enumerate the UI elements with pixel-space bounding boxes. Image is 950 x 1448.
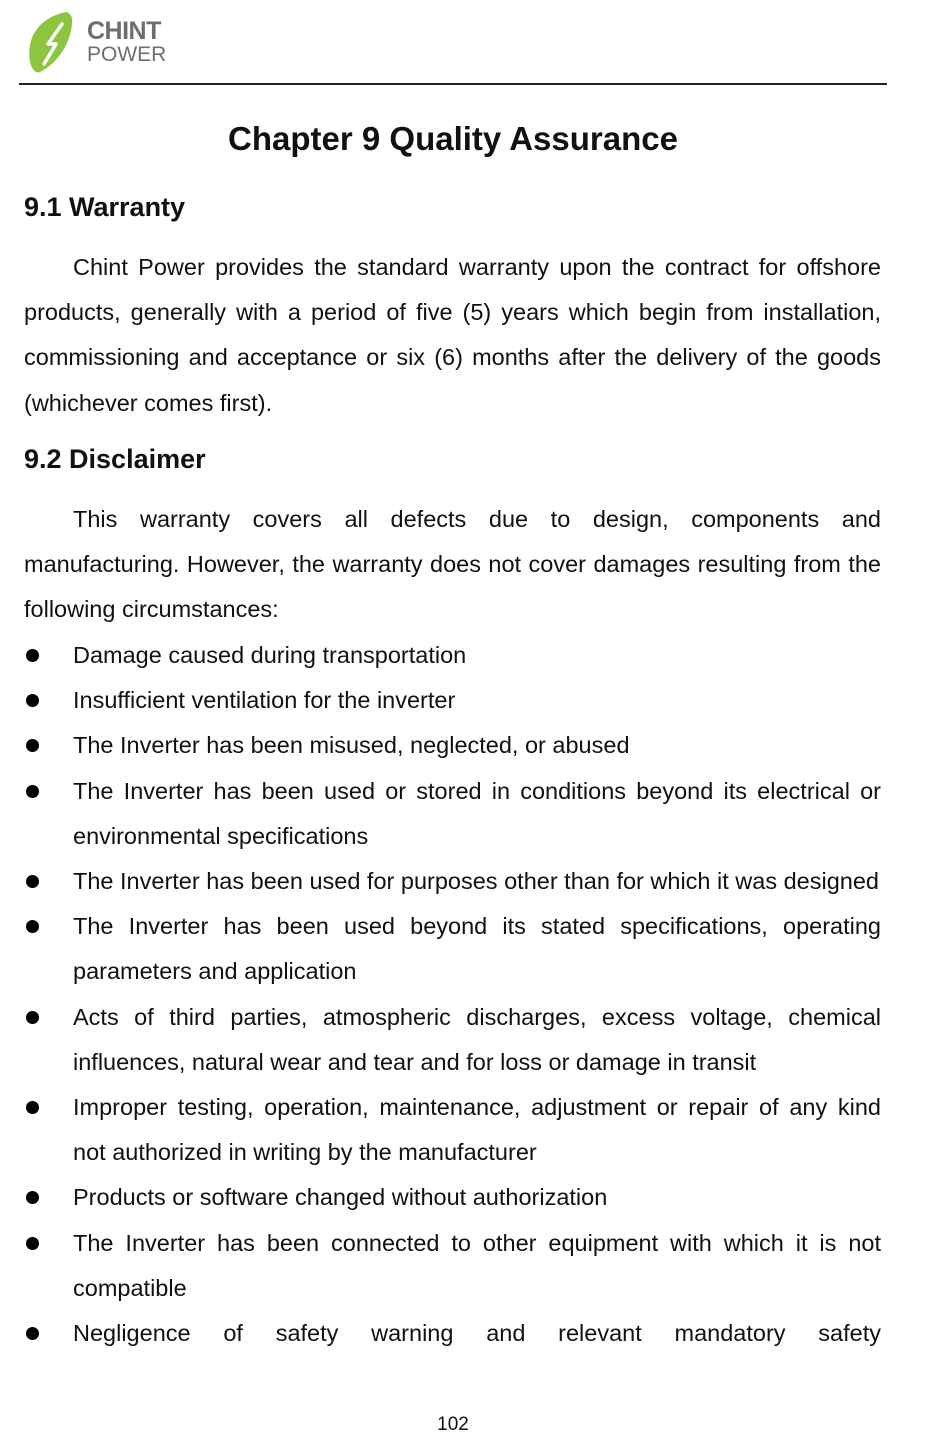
list-item-text: Acts of third parties, atmospheric discharges, excess voltage, chemical influences, natural wear and tear and for loss or damage in transit [73,1003,881,1075]
list-item-text: Products or software changed without authorization [73,1184,608,1211]
disclaimer-paragraph: This warranty covers all defects due to design, components and manufacturing. However, the warranty does not cover damages resulting from the following circumstances: [24,506,881,623]
logo-line1: CHINT [87,17,161,45]
leaf-icon [26,10,82,76]
list-item-text: The Inverter has been used beyond its stated specifications, operating parameters and application [73,913,881,985]
list-item-text: Improper testing, operation, maintenance, adjustment or repair of any kind not authorized in writing by the manufacturer [73,1094,881,1166]
logo-line2: POWER [87,43,167,66]
list-item [24,1085,881,1175]
page-number: 102 [437,1414,469,1435]
list-item-text: The Inverter has been used or stored in conditions beyond its electrical or environmental specifications [73,777,881,849]
bullet-icon [26,1237,39,1250]
bullet-icon [26,1011,39,1024]
list-item-text: The Inverter has been misused, neglected, or abused [73,732,630,759]
list-item [24,1221,881,1311]
bullet-icon [26,1191,39,1204]
bullet-icon [26,875,39,888]
disclaimer-list [24,633,881,1356]
bullet-icon [26,1101,39,1114]
bullet-icon [26,649,39,662]
list-item [24,904,881,994]
list-item-text: The Inverter has been connected to other equipment with which it is not compatible [73,1229,881,1301]
list-item [24,678,881,723]
bullet-icon [26,785,39,798]
list-item [24,1311,881,1356]
chint-power-logo [26,10,186,76]
bullet-icon [26,694,39,707]
list-item-text: Damage caused during transportation [73,642,467,668]
list-item-text: Insufficient ventilation for the inverter [73,687,456,714]
list-item [24,633,881,678]
list-item [24,1175,881,1220]
list-item [24,769,881,859]
section-heading-warranty: 9.1 Warranty [24,192,186,222]
bullet-icon [26,1327,39,1340]
bullet-icon [26,739,39,752]
chapter-title: Chapter 9 Quality Assurance [228,120,678,157]
bullet-icon [26,920,39,933]
logo-wordmark [87,19,166,65]
list-item-text: Negligence of safety warning and relevant mandatory safety [73,1320,881,1347]
list-item [24,859,881,904]
list-item [24,723,881,768]
warranty-paragraph: Chint Power provides the standard warranty upon the contract for offshore products, generally with a period of five (5) years which begin from installation, commissioning and acceptance or six (6) months after the delivery of the goods (whichever comes first). [24,254,881,416]
header-rule [19,83,887,85]
list-item [24,995,881,1085]
list-item-text: The Inverter has been used for purposes other than for which it was designed [73,868,879,895]
section-heading-disclaimer: 9.2 Disclaimer [24,444,206,474]
